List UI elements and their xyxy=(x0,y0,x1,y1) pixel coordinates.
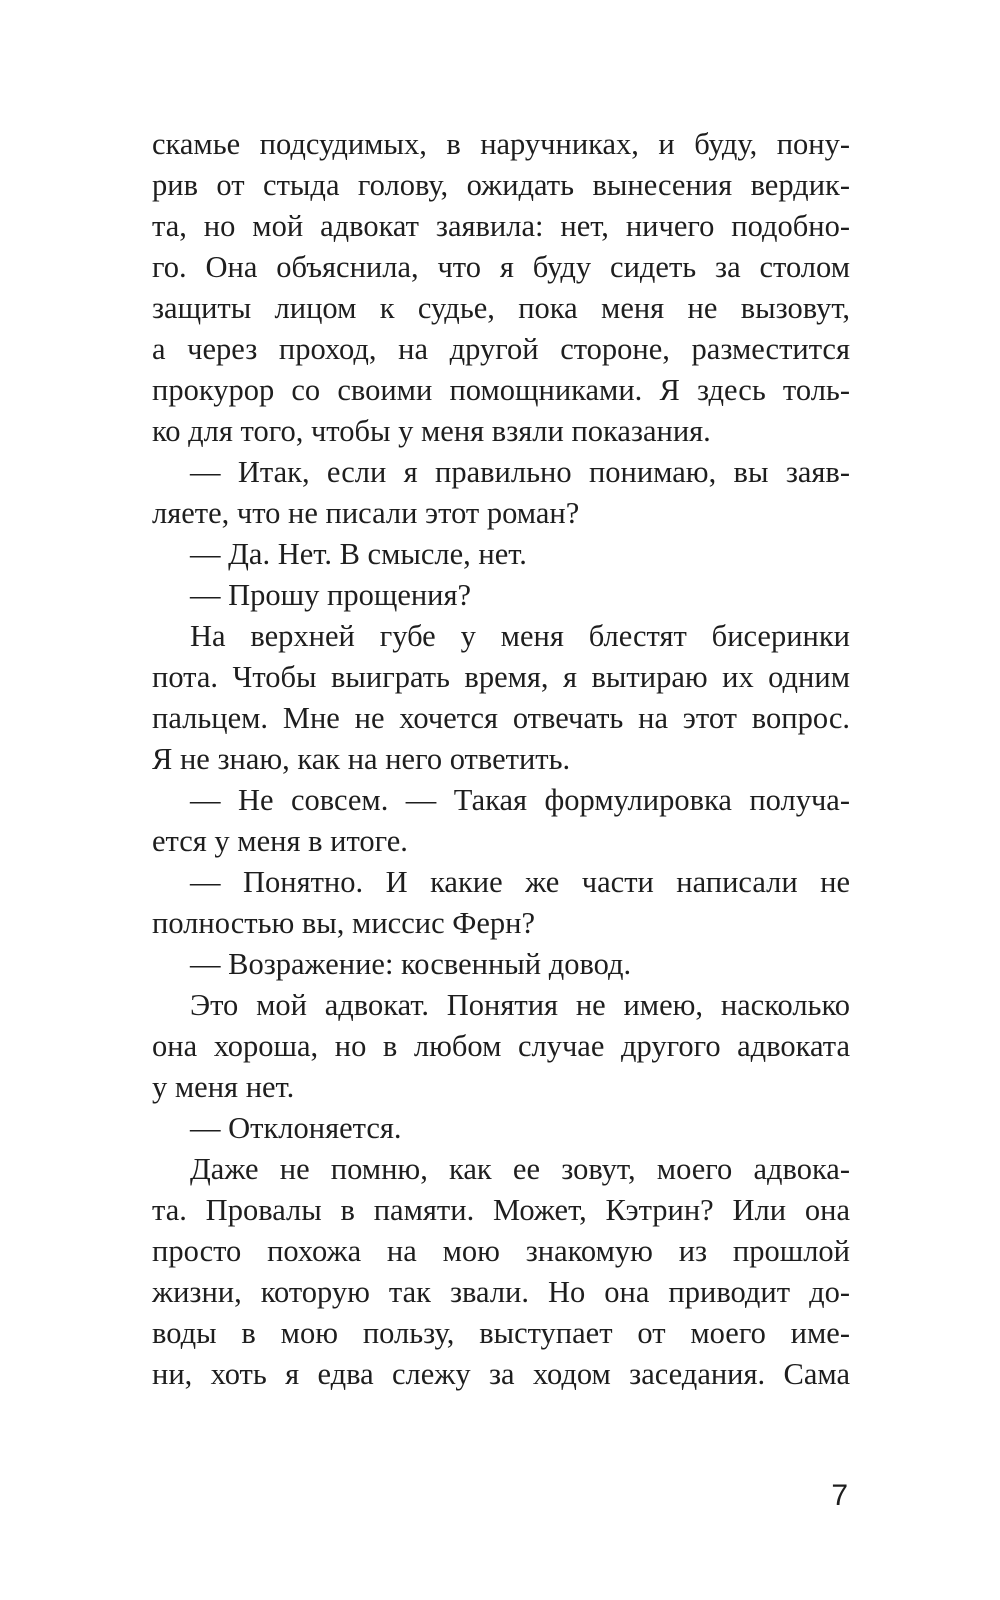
paragraph xyxy=(152,1149,850,1395)
text-line: а через проход, на другой стороне, разместится xyxy=(152,332,850,366)
text-line: Это мой адвокат. Понятия не имею, насколько xyxy=(190,988,850,1022)
body-text xyxy=(152,124,850,1395)
text-line: та, но мой адвокат заявила: нет, ничего подобно- xyxy=(152,209,850,243)
text-line: воды в мою пользу, выступает от моего име- xyxy=(152,1316,850,1350)
text-line: она хороша, но в любом случае другого адвоката xyxy=(152,1029,850,1063)
paragraph xyxy=(152,616,850,780)
page-number: 7 xyxy=(831,1479,848,1512)
text-line: — Не совсем. — Такая формулировка получа- xyxy=(190,783,850,817)
text-line: жизни, которую так звали. Но она приводит до- xyxy=(152,1275,850,1309)
text-line: — Итак, если я правильно понимаю, вы заяв- xyxy=(190,455,850,489)
paragraph xyxy=(152,1108,850,1149)
paragraph xyxy=(152,124,850,452)
paragraph xyxy=(152,452,850,534)
text-line: та. Провалы в памяти. Может, Кэтрин? Или она xyxy=(152,1193,850,1227)
text-line: ется у меня в итоге. xyxy=(152,824,408,858)
text-line: ко для того, чтобы у меня взяли показания. xyxy=(152,414,711,448)
text-line: Даже не помню, как ее зовут, моего адвока- xyxy=(190,1152,850,1186)
text-line: скамье подсудимых, в наручниках, и буду, пону- xyxy=(152,127,850,161)
paragraph xyxy=(152,534,850,575)
text-line: го. Она объяснила, что я буду сидеть за столом xyxy=(152,250,850,284)
paragraph xyxy=(152,944,850,985)
text-line: — Прошу прощения? xyxy=(190,578,472,612)
text-line: — Возражение: косвенный довод. xyxy=(190,947,632,981)
text-line: ни, хоть я едва слежу за ходом заседания. Сама xyxy=(152,1357,850,1391)
text-line: ляете, что не писали этот роман? xyxy=(152,496,580,530)
text-line: — Да. Нет. В смысле, нет. xyxy=(190,537,527,571)
paragraph xyxy=(152,985,850,1108)
paragraph xyxy=(152,575,850,616)
text-line: — Понятно. И какие же части написали не xyxy=(190,865,850,899)
text-line: просто похожа на мою знакомую из прошлой xyxy=(152,1234,850,1268)
text-line: — Отклоняется. xyxy=(190,1111,402,1145)
text-line: На верхней губе у меня блестят бисеринки xyxy=(190,619,850,653)
text-line: защиты лицом к судье, пока меня не вызовут, xyxy=(152,291,850,325)
text-line: Я не знаю, как на него ответить. xyxy=(152,742,571,776)
text-line: пальцем. Мне не хочется отвечать на этот вопрос. xyxy=(152,701,850,735)
text-line: у меня нет. xyxy=(152,1070,295,1104)
text-line: полностью вы, миссис Ферн? xyxy=(152,906,535,940)
paragraph xyxy=(152,862,850,944)
text-line: рив от стыда голову, ожидать вынесения вердик- xyxy=(152,168,850,202)
text-line: пота. Чтобы выиграть время, я вытираю их одним xyxy=(152,660,850,694)
text-line: прокурор со своими помощниками. Я здесь толь- xyxy=(152,373,850,407)
paragraph xyxy=(152,780,850,862)
